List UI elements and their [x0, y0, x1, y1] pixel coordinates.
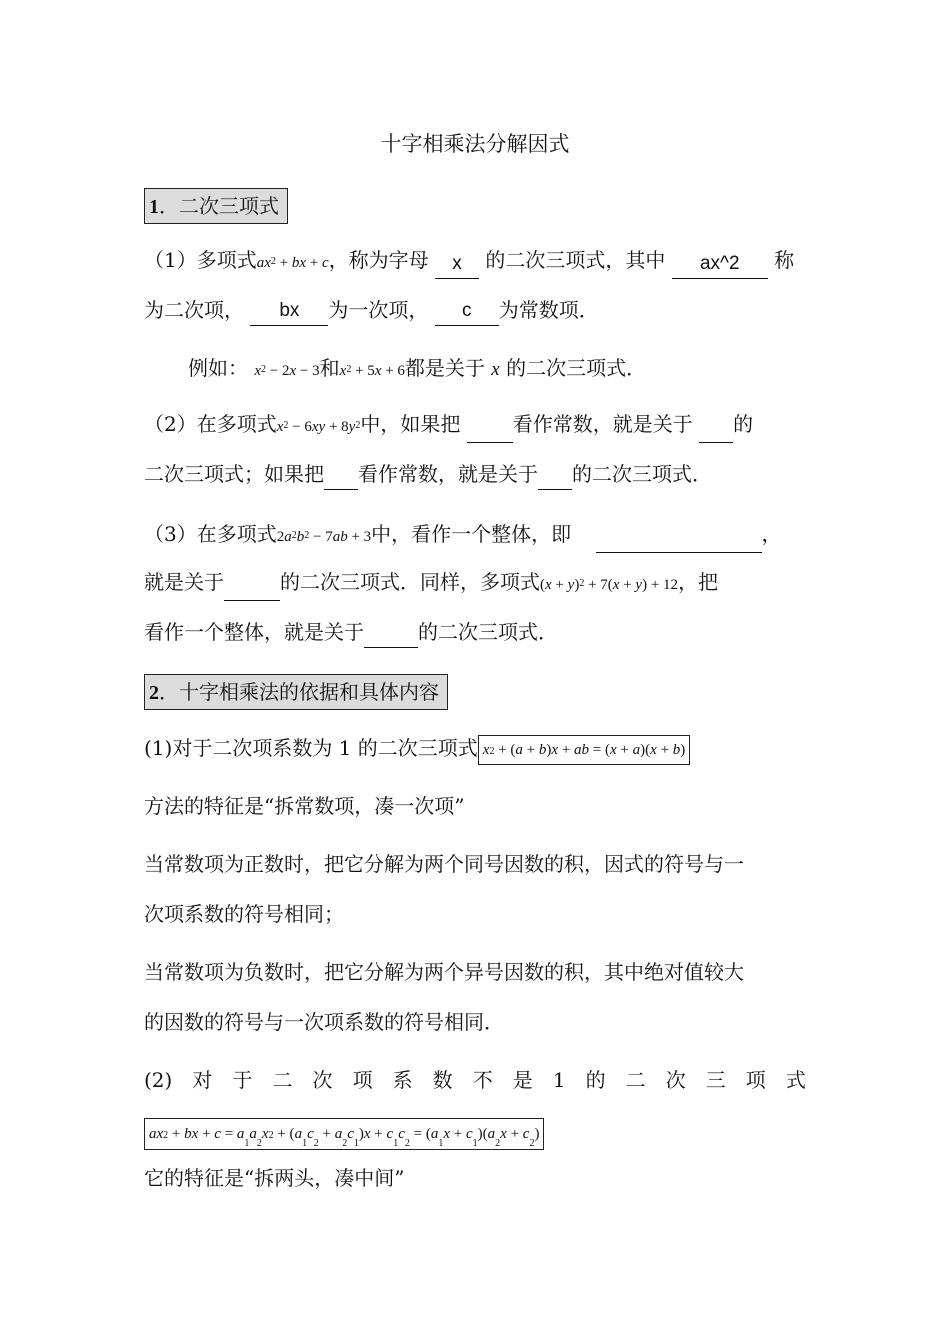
text: ，称为字母 — [328, 248, 429, 272]
text: （3）在多项式 — [144, 522, 277, 546]
text: 的二次三项式． — [572, 462, 712, 486]
text: 看作常数，就是关于 — [512, 412, 693, 436]
text: 就是关于 — [144, 570, 224, 594]
text: 项 — [745, 1068, 766, 1092]
formula-box-monic: $x^2 + (a + b)x$ + ab = (x + a)(x + b) — [478, 735, 691, 765]
text: 对 — [192, 1068, 213, 1092]
section-2-paragraph-3b: 次项系数的符号相同； — [144, 902, 344, 926]
text: 的 — [585, 1068, 606, 1092]
text: 数 — [432, 1068, 453, 1092]
text: 二次三项式；如果把 — [144, 462, 324, 486]
formula-x2-5x-6: $x^2 + 5x + 6$ — [339, 363, 405, 379]
formula-x2-6xy-8y2: $x^2 - 6xy + 8y^2$ — [276, 419, 361, 435]
text: 看作常数，就是关于 — [358, 462, 538, 486]
text: 二 — [625, 1068, 646, 1092]
text: 的二次三项式． — [418, 620, 558, 644]
blank-linear-term: bx — [250, 299, 328, 326]
section-1-number: 1 — [149, 196, 159, 218]
section-1-heading — [144, 188, 288, 224]
section-2-paragraph-4a: 当常数项为负数时，把它分解为两个异号因数的积，其中绝对值较大 — [144, 960, 744, 984]
text: 为常数项． — [498, 298, 599, 322]
section-1-title: ．二次三项式 — [159, 194, 279, 218]
text: 为一次项， — [328, 298, 429, 322]
text: 式 — [785, 1068, 806, 1092]
paragraph-3-line-2 — [144, 566, 806, 598]
text: 为二次项， — [144, 298, 244, 322]
blank-3b — [224, 574, 280, 601]
text: (1)对于二次项系数为 1 的二次三项式 — [144, 736, 478, 760]
text: 是 — [512, 1068, 533, 1092]
text: 1 — [552, 1068, 566, 1092]
section-2-number: 2 — [149, 682, 159, 704]
text: 次 — [312, 1068, 333, 1092]
paragraph-3-line-1 — [144, 518, 806, 550]
text: 项 — [352, 1068, 373, 1092]
section-2-paragraph-6: 它的特征是“拆两头，凑中间” — [144, 1166, 405, 1190]
blank-quadratic-term: ax^2 — [672, 252, 768, 279]
paragraph-2-line-1 — [144, 408, 806, 440]
text: 的二次三项式．同样，多项式 — [280, 570, 540, 594]
paragraph-1-line-1 — [144, 244, 806, 276]
text: 例如： — [188, 356, 248, 380]
text: 于 — [232, 1068, 253, 1092]
text: 和 — [319, 356, 340, 380]
formula-2a2b2-7ab-3: $2a^2b^2 - 7ab + 3$ — [276, 529, 372, 545]
text: 次 — [665, 1068, 686, 1092]
blank-2a — [467, 416, 513, 443]
text: 不 — [472, 1068, 493, 1092]
text: 看作一个整体，就是关于 — [144, 620, 364, 644]
section-2-paragraph-1 — [144, 732, 806, 764]
blank-2c — [324, 463, 358, 490]
blank-3a — [596, 526, 762, 553]
formula-xy2-7xy-12: $(x + y)^2 + 7(x + y) + 12$ — [540, 577, 679, 593]
blank-3c — [364, 621, 418, 648]
section-2-heading — [144, 674, 448, 710]
text: ， — [761, 522, 782, 546]
text: 二 — [272, 1068, 293, 1092]
section-2-title: ．十字相乘法的依据和具体内容 — [159, 680, 439, 704]
text: 三 — [705, 1068, 726, 1092]
paragraph-1-line-2 — [144, 294, 806, 326]
text: 中，如果把 — [360, 412, 461, 436]
section-2-paragraph-3a: 当常数项为正数时，把它分解为两个同号因数的积，因式的符号与一 — [144, 852, 744, 876]
section-2-formula-line — [144, 1116, 806, 1150]
page-title: 十字相乘法分解因式 — [380, 132, 570, 156]
text: （1）多项式 — [144, 248, 257, 272]
text: 的二次三项式，其中 — [485, 248, 666, 272]
formula-x2-2x-3: $x^2 - 2x - 3$ — [254, 363, 320, 379]
paragraph-3-line-3 — [144, 616, 806, 648]
example-line — [188, 352, 850, 384]
section-2-paragraph-5 — [144, 1064, 806, 1096]
text: 中，看作一个整体，即 — [371, 522, 572, 546]
blank-constant-term: c — [435, 299, 499, 326]
text: 称 — [774, 248, 795, 272]
variable-x: x — [491, 359, 500, 380]
blank-letter: x — [435, 252, 479, 279]
formula-ax2-bx-c: $ax^2$ + bx + c — [256, 255, 329, 271]
section-2-paragraph-2: 方法的特征是“拆常数项，凑一次项” — [144, 794, 465, 818]
blank-2d — [538, 463, 572, 490]
text: 的 — [733, 412, 754, 436]
blank-2b — [699, 416, 733, 443]
formula-box-general: $ax^2$ + bx + $c = a_1a_2x^2 + (a_1c_2 + a_2c_1)x + c_1c_2 = (a_1x + c_1)(a_2x + c_2)$ — [144, 1118, 544, 1150]
paragraph-2-line-2 — [144, 458, 806, 490]
section-2-paragraph-4b: 的因数的符号与一次项系数的符号相同． — [144, 1010, 504, 1034]
text: 系 — [392, 1068, 413, 1092]
text: 的二次三项式． — [506, 356, 647, 380]
text: (2) — [144, 1068, 173, 1092]
text: ，把 — [678, 570, 719, 594]
text: （2）在多项式 — [144, 412, 277, 436]
text: 都是关于 — [404, 356, 485, 380]
